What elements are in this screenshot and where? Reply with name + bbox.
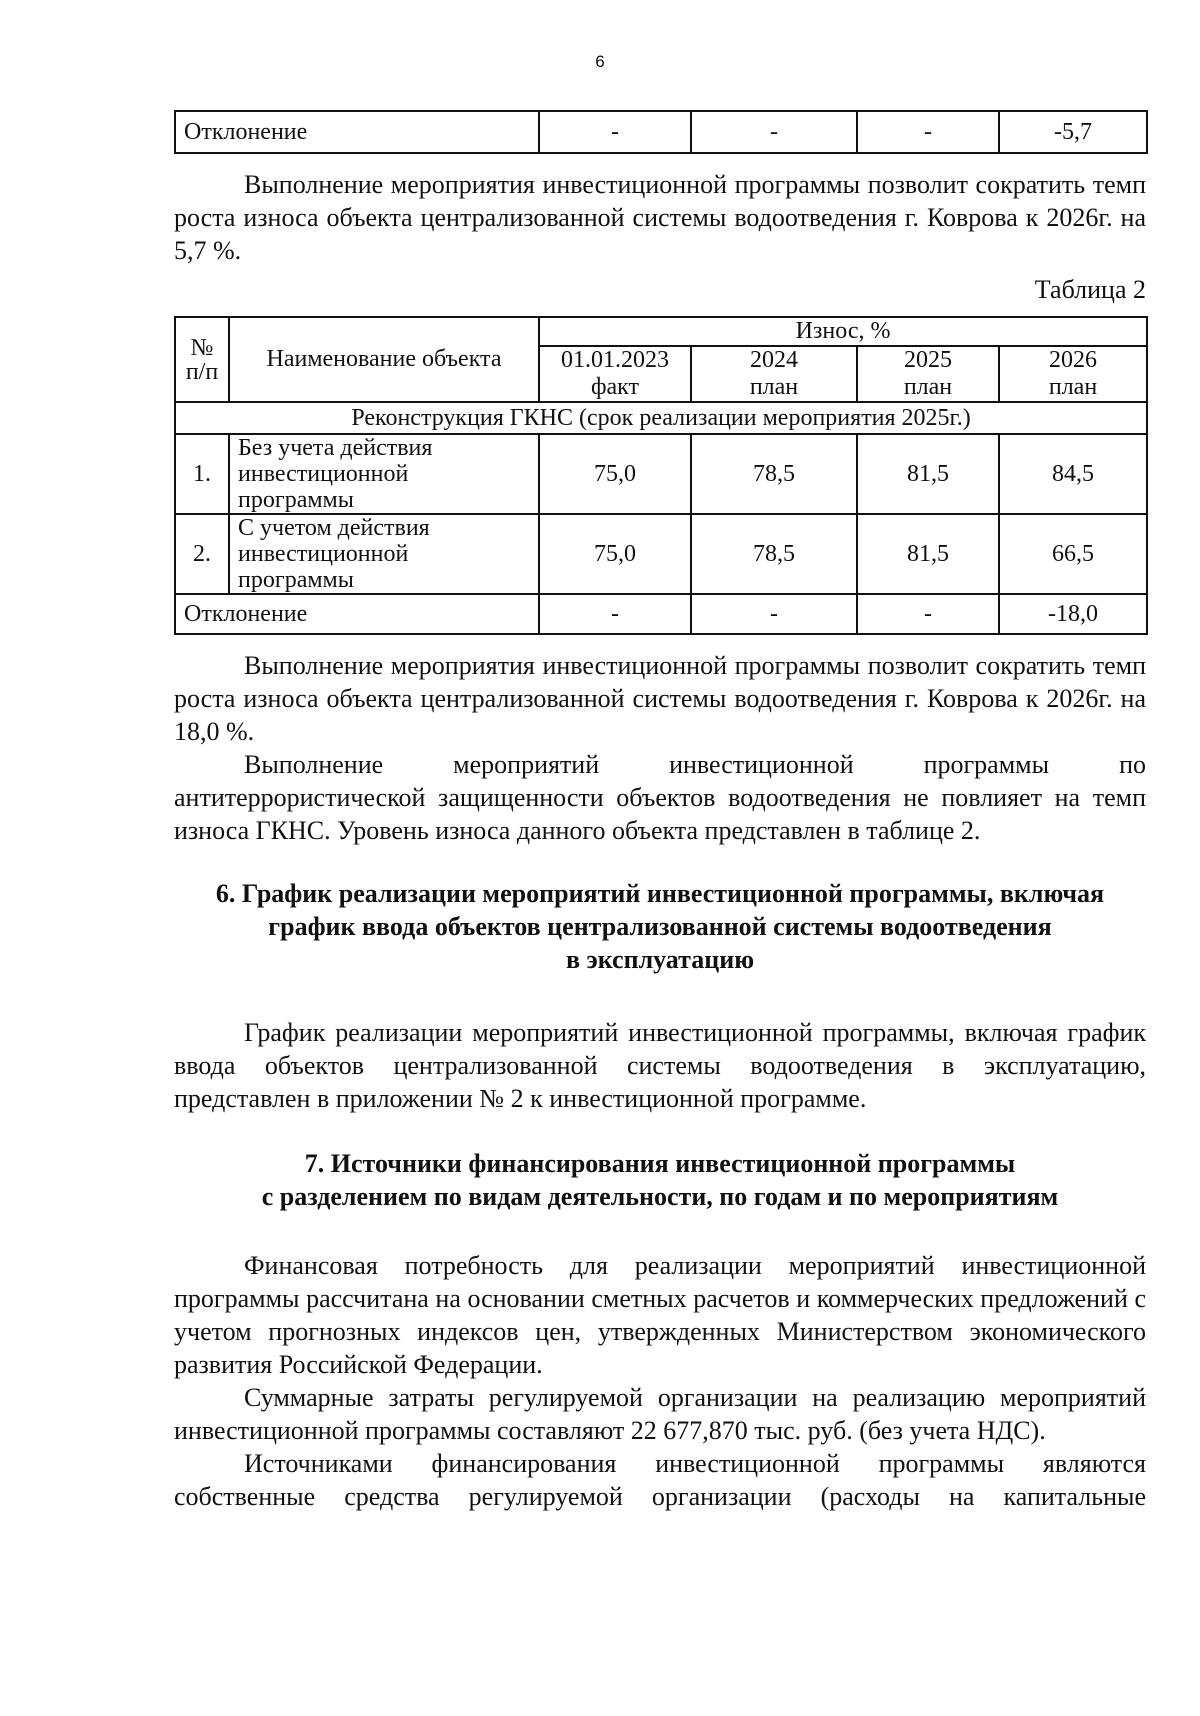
deviation-value: - [539, 111, 691, 153]
row-number: 2. [175, 514, 229, 594]
period-header: 2025 план [857, 346, 999, 402]
col-header-group: Износ, % [539, 317, 1147, 346]
section-heading-line: 7. Источники финансирования инвестиционной программы [304, 1149, 1016, 1178]
section-heading-line: график ввода объектов централизованной системы водоотведения [268, 912, 1052, 941]
section-heading-line: с разделением по видам деятельности, по годам и по мероприятиям [261, 1182, 1059, 1211]
section-6-heading [174, 877, 1146, 976]
object-name: Без учета действия инвестиционной программы [229, 434, 539, 514]
section-heading-line: 6. График реализации мероприятий инвестиционной программы, включая [215, 879, 1105, 908]
value-cell: 78,5 [691, 514, 857, 594]
table-caption: Таблица 2 [1034, 275, 1146, 304]
object-name: С учетом действия инвестиционной программы [229, 514, 539, 594]
value-cell: 75,0 [539, 434, 691, 514]
value-cell: 75,0 [539, 514, 691, 594]
value-cell: 78,5 [691, 434, 857, 514]
paragraph: Финансовая потребность для реализации мероприятий инвестиционной программы рассчитана на основании сметных расчетов и коммерческих предложений с учетом прогнозных индексов цен, утвержденных Министерством экономического развития Российской Федерации. [174, 1251, 1146, 1379]
paragraph: График реализации мероприятий инвестиционной программы, включая график ввода объектов централизованной системы водоотведения в эксплуатацию, представлен в приложении № 2 к инвестиционной программе. [174, 1018, 1146, 1113]
paragraph: Выполнение мероприятий инвестиционной программы по антитеррористической защищенности объектов водоотведения не повлияет на темп износа ГКНС. Уровень износа данного объекта представлен в таблице 2. [174, 750, 1146, 845]
col-header-num: № п/п [175, 317, 229, 402]
deviation-value: - [857, 111, 999, 153]
col-header-name: Наименование объекта [229, 317, 539, 402]
row-number: 1. [175, 434, 229, 514]
section-title-row: Реконструкция ГКНС (срок реализации мероприятия 2025г.) [175, 402, 1147, 434]
paragraph: Источниками финансирования инвестиционной программы являются собственные средства регулируемой организации (расходы на капитальные [174, 1449, 1146, 1511]
table1-deviation-row [174, 110, 1148, 154]
period-header: 2024 план [691, 346, 857, 402]
deviation-label: Отклонение [175, 594, 539, 634]
paragraph: Выполнение мероприятия инвестиционной программы позволит сократить темп роста износа объекта централизованной системы водоотведения г. Коврова к 2026г. на 5,7 %. [174, 170, 1146, 265]
deviation-label: Отклонение [175, 111, 539, 153]
value-cell: 81,5 [857, 514, 999, 594]
deviation-value: - [691, 594, 857, 634]
deviation-value: - [539, 594, 691, 634]
paragraph: Суммарные затраты регулируемой организации на реализацию мероприятий инвестиционной программы составляют 22 677,870 тыс. руб. (без учета НДС). [174, 1383, 1146, 1445]
wear-table [174, 316, 1148, 635]
section-7-heading [174, 1147, 1146, 1213]
document-body [174, 110, 1146, 1513]
value-cell: 66,5 [999, 514, 1147, 594]
value-cell: 81,5 [857, 434, 999, 514]
page-number: 6 [595, 52, 605, 71]
section-heading-line: в эксплуатацию [565, 945, 755, 974]
deviation-value: - [857, 594, 999, 634]
period-header: 01.01.2023 факт [539, 346, 691, 402]
value-cell: 84,5 [999, 434, 1147, 514]
deviation-value: -18,0 [999, 594, 1147, 634]
period-header: 2026 план [999, 346, 1147, 402]
deviation-value: - [691, 111, 857, 153]
deviation-value: -5,7 [999, 111, 1147, 153]
paragraph: Выполнение мероприятия инвестиционной программы позволит сократить темп роста износа объекта централизованной системы водоотведения г. Коврова к 2026г. на 18,0 %. [174, 651, 1146, 746]
